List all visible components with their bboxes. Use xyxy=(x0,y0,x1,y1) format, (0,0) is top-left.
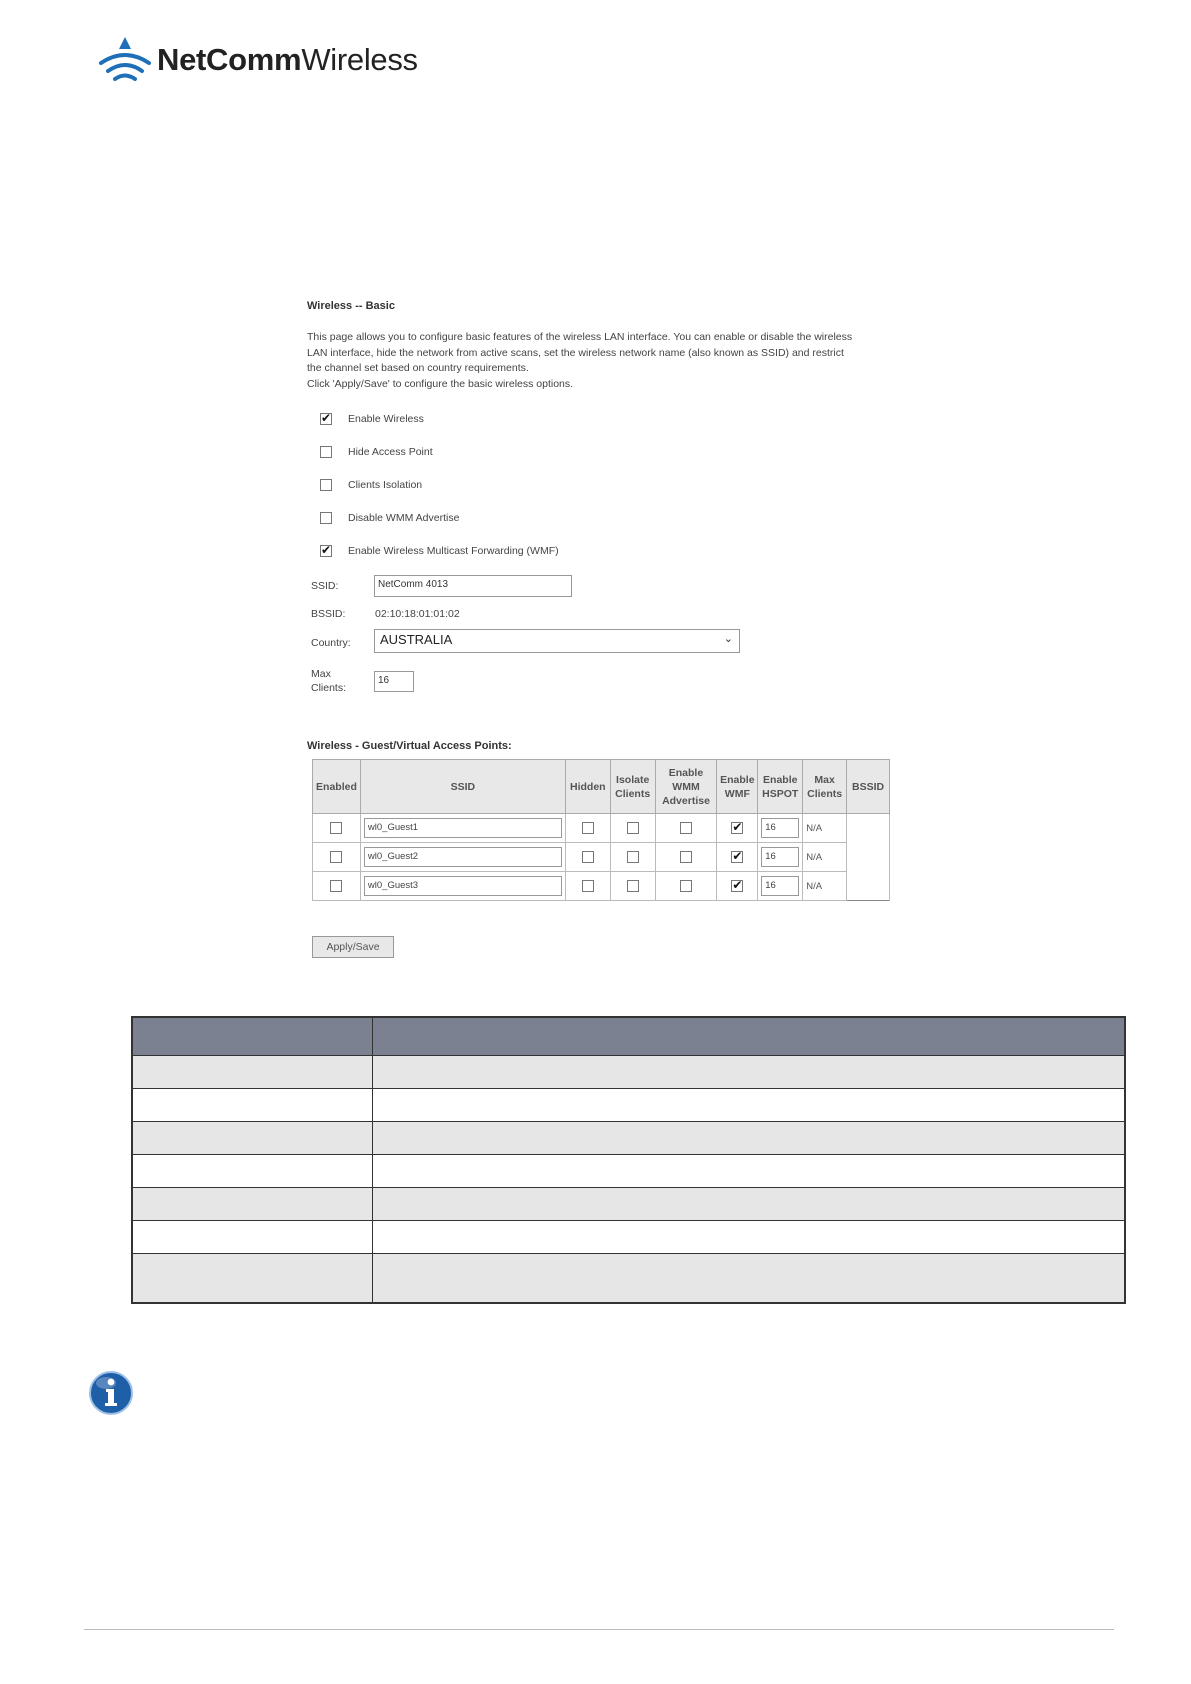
brand-name-bold: NetComm xyxy=(157,42,302,77)
table-cell xyxy=(132,1254,372,1304)
clients-isolation-checkbox[interactable] xyxy=(320,479,332,491)
bssid-empty-cell xyxy=(847,872,890,901)
guest-wmm-checkbox[interactable] xyxy=(680,880,692,892)
footer-divider xyxy=(84,1629,1114,1630)
description-line: the channel set based on country requirements. xyxy=(307,362,529,374)
guest-enabled-checkbox[interactable] xyxy=(330,880,342,892)
enable-wireless-checkbox[interactable] xyxy=(320,413,332,425)
option-enable-wmf[interactable] xyxy=(320,543,559,559)
table-cell xyxy=(132,1056,372,1089)
option-label: Clients Isolation xyxy=(348,479,423,491)
description-line: LAN interface, hide the network from active scans, set the wireless network name (also known as SSID) and restrict xyxy=(307,346,844,359)
option-enable-wireless[interactable] xyxy=(320,411,424,427)
table-row xyxy=(132,1089,1125,1122)
header-line: Enable xyxy=(763,773,798,786)
header-line: Enable xyxy=(668,766,704,779)
guest-hidden-checkbox[interactable] xyxy=(582,880,594,892)
guest-isolate-checkbox[interactable] xyxy=(627,851,639,863)
country-select[interactable] xyxy=(374,629,740,653)
col-header-enable-wmm-advertise xyxy=(655,760,717,814)
option-clients-isolation[interactable] xyxy=(320,477,422,493)
table-row xyxy=(132,1155,1125,1188)
guest-wmf-checkbox[interactable] xyxy=(731,822,743,834)
col-header-ssid: SSID xyxy=(360,760,565,814)
guest-hidden-checkbox[interactable] xyxy=(582,822,594,834)
guest-section-title: Wireless - Guest/Virtual Access Points: xyxy=(307,740,512,752)
enable-wmf-checkbox[interactable] xyxy=(320,545,332,557)
table-cell xyxy=(132,1155,372,1188)
max-clients-label xyxy=(311,667,346,695)
table-header-cell xyxy=(372,1017,1125,1056)
bssid-empty-cell xyxy=(847,814,890,843)
guest-bssid-value: N/A xyxy=(803,872,847,901)
header-line: HSPOT xyxy=(762,787,799,800)
ssid-input[interactable]: NetComm 4013 xyxy=(374,575,572,597)
settings-description-table xyxy=(131,1016,1126,1304)
table-row xyxy=(313,843,890,872)
guest-wmm-checkbox[interactable] xyxy=(680,822,692,834)
hide-access-point-checkbox[interactable] xyxy=(320,446,332,458)
netcomm-wireless-logo-icon xyxy=(95,33,155,85)
table-cell xyxy=(372,1188,1125,1221)
guest-enabled-checkbox[interactable] xyxy=(330,851,342,863)
option-disable-wmm-advertise[interactable] xyxy=(320,510,459,526)
guest-access-points-table xyxy=(312,759,890,901)
option-label: Enable Wireless xyxy=(348,413,424,425)
table-row xyxy=(313,814,890,843)
col-header-max-clients xyxy=(803,760,847,814)
guest-max-clients-input[interactable]: 16 xyxy=(761,876,799,896)
header-line: Clients xyxy=(807,787,843,800)
option-label: Enable Wireless Multicast Forwarding (WMF) xyxy=(348,545,559,557)
table-row xyxy=(132,1122,1125,1155)
table-cell xyxy=(372,1056,1125,1089)
max-clients-label-line: Clients: xyxy=(311,682,347,694)
table-row xyxy=(132,1056,1125,1089)
guest-max-clients-input[interactable]: 16 xyxy=(761,847,799,867)
guest-isolate-checkbox[interactable] xyxy=(627,822,639,834)
panel-description xyxy=(307,330,907,392)
table-cell xyxy=(372,1254,1125,1304)
col-header-enabled: Enabled xyxy=(313,760,361,814)
max-clients-label-line: Max xyxy=(311,668,331,680)
guest-wmf-checkbox[interactable] xyxy=(731,851,743,863)
country-label: Country: xyxy=(311,637,351,649)
chevron-down-icon: ⌄ xyxy=(723,633,733,645)
guest-enabled-checkbox[interactable] xyxy=(330,822,342,834)
table-row xyxy=(132,1254,1125,1304)
table-cell xyxy=(372,1089,1125,1122)
table-header-row xyxy=(132,1017,1125,1056)
header-line: Max xyxy=(814,773,835,786)
guest-bssid-value: N/A xyxy=(803,814,847,843)
ssid-label: SSID: xyxy=(311,580,339,592)
guest-ssid-input[interactable]: wl0_Guest1 xyxy=(364,818,562,838)
table-cell xyxy=(132,1188,372,1221)
table-cell xyxy=(372,1155,1125,1188)
brand-name xyxy=(157,42,418,78)
col-header-enable-hspot xyxy=(758,760,803,814)
bssid-value: 02:10:18:01:01:02 xyxy=(375,608,460,620)
table-cell xyxy=(372,1221,1125,1254)
guest-hidden-checkbox[interactable] xyxy=(582,851,594,863)
option-label: Hide Access Point xyxy=(348,446,433,458)
guest-isolate-checkbox[interactable] xyxy=(627,880,639,892)
option-label: Disable WMM Advertise xyxy=(348,512,460,524)
info-icon xyxy=(88,1370,134,1416)
option-hide-access-point[interactable] xyxy=(320,444,433,460)
table-cell xyxy=(132,1089,372,1122)
table-header-cell xyxy=(132,1017,372,1056)
guest-ssid-input[interactable]: wl0_Guest3 xyxy=(364,876,562,896)
disable-wmm-advertise-checkbox[interactable] xyxy=(320,512,332,524)
panel-title: Wireless -- Basic xyxy=(307,300,395,312)
col-header-isolate-clients xyxy=(610,760,655,814)
header-line: Enable xyxy=(720,773,755,786)
header-line: Isolate xyxy=(616,773,650,786)
description-line: Click 'Apply/Save' to configure the basic wireless options. xyxy=(307,377,574,390)
apply-save-button[interactable]: Apply/Save xyxy=(312,936,394,958)
col-header-enable-wmf xyxy=(717,760,758,814)
brand-name-light: Wireless xyxy=(301,42,418,77)
guest-ssid-input[interactable]: wl0_Guest2 xyxy=(364,847,562,867)
table-row xyxy=(132,1221,1125,1254)
table-cell xyxy=(132,1221,372,1254)
header-line: Clients xyxy=(615,787,651,800)
table-row xyxy=(132,1188,1125,1221)
country-selected-value: AUSTRALIA xyxy=(380,632,453,647)
bssid-empty-cell xyxy=(847,843,890,872)
guest-max-clients-input[interactable]: 16 xyxy=(761,818,799,838)
col-header-bssid: BSSID xyxy=(847,760,890,814)
table-cell xyxy=(372,1122,1125,1155)
header-line: WMF xyxy=(724,787,750,800)
max-clients-input[interactable]: 16 xyxy=(374,671,414,692)
col-header-hidden: Hidden xyxy=(565,760,610,814)
guest-bssid-value: N/A xyxy=(803,843,847,872)
table-cell xyxy=(132,1122,372,1155)
header-line: Advertise xyxy=(662,794,710,807)
description-line: This page allows you to configure basic features of the wireless LAN interface. You can enable or disable the wireless xyxy=(307,331,853,343)
guest-wmm-checkbox[interactable] xyxy=(680,851,692,863)
table-row xyxy=(313,872,890,901)
bssid-label: BSSID: xyxy=(311,608,346,620)
header-line: WMM xyxy=(672,780,700,793)
guest-wmf-checkbox[interactable] xyxy=(731,880,743,892)
